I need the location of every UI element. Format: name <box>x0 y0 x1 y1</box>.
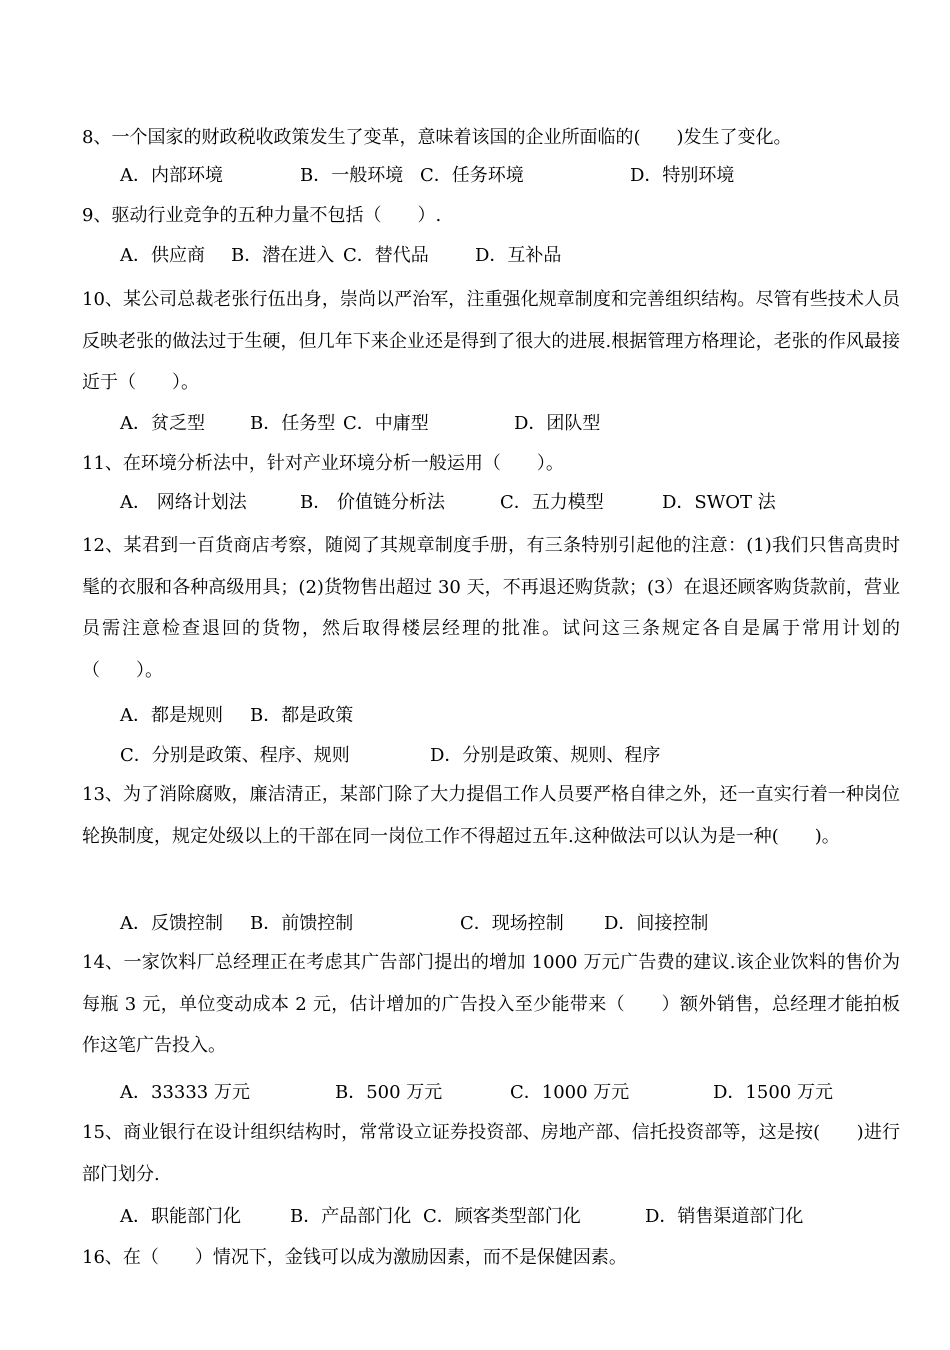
q12-option-b: B．都是政策 <box>250 705 354 726</box>
q8-option-b: B．一般环境 <box>300 165 404 186</box>
question-10: 10、某公司总裁老张行伍出身，崇尚以严治军，注重强化规章制度和完善组织结构。尽管有些技术人员反映老张的做法过于生硬，但几年下来企业还是得到了很大的进展.根据管理方格理论，老张的作风最接近于（ ）。 <box>82 289 900 393</box>
q8-option-d: D．特别环境 <box>630 165 735 186</box>
question-15: 15、商业银行在设计组织结构时，常常设立证券投资部、房地产部、信托投资部等，这是按( )进行部门划分. <box>82 1122 900 1185</box>
q13-option-c: C．现场控制 <box>460 913 564 934</box>
q13-option-a: A．反馈控制 <box>120 913 223 934</box>
question-14: 14、一家饮料厂总经理正在考虑其广告部门提出的增加 1000 万元广告费的建议.该企业饮料的售价为每瓶 3 元，单位变动成本 2 元，估计增加的广告投入至少能带来（ ）额外销售，总经理才能拍板作这笔广告投入。 <box>82 952 900 1056</box>
question-11: 11、在环境分析法中，针对产业环境分析一般运用（ ）。 <box>82 453 564 474</box>
question-13: 13、为了消除腐败，廉洁清正，某部门除了大力提倡工作人员要严格自律之外，还一直实行着一种岗位轮换制度，规定处级以上的干部在同一岗位工作不得超过五年.这种做法可以认为是一种( )。 <box>82 784 900 847</box>
q11-option-c: C．五力模型 <box>500 492 604 513</box>
q15-option-c: C．顾客类型部门化 <box>423 1206 581 1227</box>
q9-option-b: B．潜在进入 <box>231 245 335 266</box>
q10-option-d: D．团队型 <box>514 413 601 434</box>
q12-option-a: A．都是规则 <box>120 705 223 726</box>
q10-option-b: B．任务型 <box>250 413 336 434</box>
q14-option-b: B．500 万元 <box>335 1082 443 1103</box>
q14-option-a: A．33333 万元 <box>120 1082 250 1103</box>
q8-option-a: A．内部环境 <box>120 165 223 186</box>
q15-option-b: B．产品部门化 <box>290 1206 412 1227</box>
q14-option-d: D．1500 万元 <box>713 1082 833 1103</box>
q12-option-d: D．分别是政策、规则、程序 <box>430 745 661 766</box>
q13-option-b: B．前馈控制 <box>250 913 354 934</box>
q15-option-d: D．销售渠道部门化 <box>645 1206 804 1227</box>
q9-option-c: C．替代品 <box>343 245 429 266</box>
q11-option-b: B． 价值链分析法 <box>300 492 445 513</box>
question-9: 9、驱动行业竞争的五种力量不包括（ ）. <box>82 205 442 226</box>
question-12: 12、某君到一百货商店考察，随阅了其规章制度手册，有三条特别引起他的注意：(1)我们只售高贵时髦的衣服和各种高级用具；(2)货物售出超过 30 天，不再退还购货款；(3）在退还顾客购货款前，营业员需注意检查退回的货物，然后取得楼层经理的批准。试问这三条规定各自是属于常用计划的（ ）。 <box>82 535 900 681</box>
question-16: 16、在（ ）情况下，金钱可以成为激励因素，而不是保健因素。 <box>82 1247 627 1268</box>
q14-option-c: C．1000 万元 <box>510 1082 630 1103</box>
q11-option-a: A． 网络计划法 <box>120 492 247 513</box>
q8-option-c: C．任务环境 <box>420 165 524 186</box>
q9-option-a: A．供应商 <box>120 245 205 266</box>
q12-option-c: C．分别是政策、程序、规则 <box>120 745 350 766</box>
q15-option-a: A．职能部门化 <box>120 1206 241 1227</box>
q11-option-d: D．SWOT 法 <box>662 492 776 513</box>
q9-option-d: D．互补品 <box>475 245 562 266</box>
q13-option-d: D．间接控制 <box>604 913 709 934</box>
question-8: 8、一个国家的财政税收政策发生了变革，意味着该国的企业所面临的( )发生了变化。 <box>82 127 792 148</box>
q10-option-c: C．中庸型 <box>343 413 429 434</box>
q10-option-a: A．贫乏型 <box>120 413 205 434</box>
